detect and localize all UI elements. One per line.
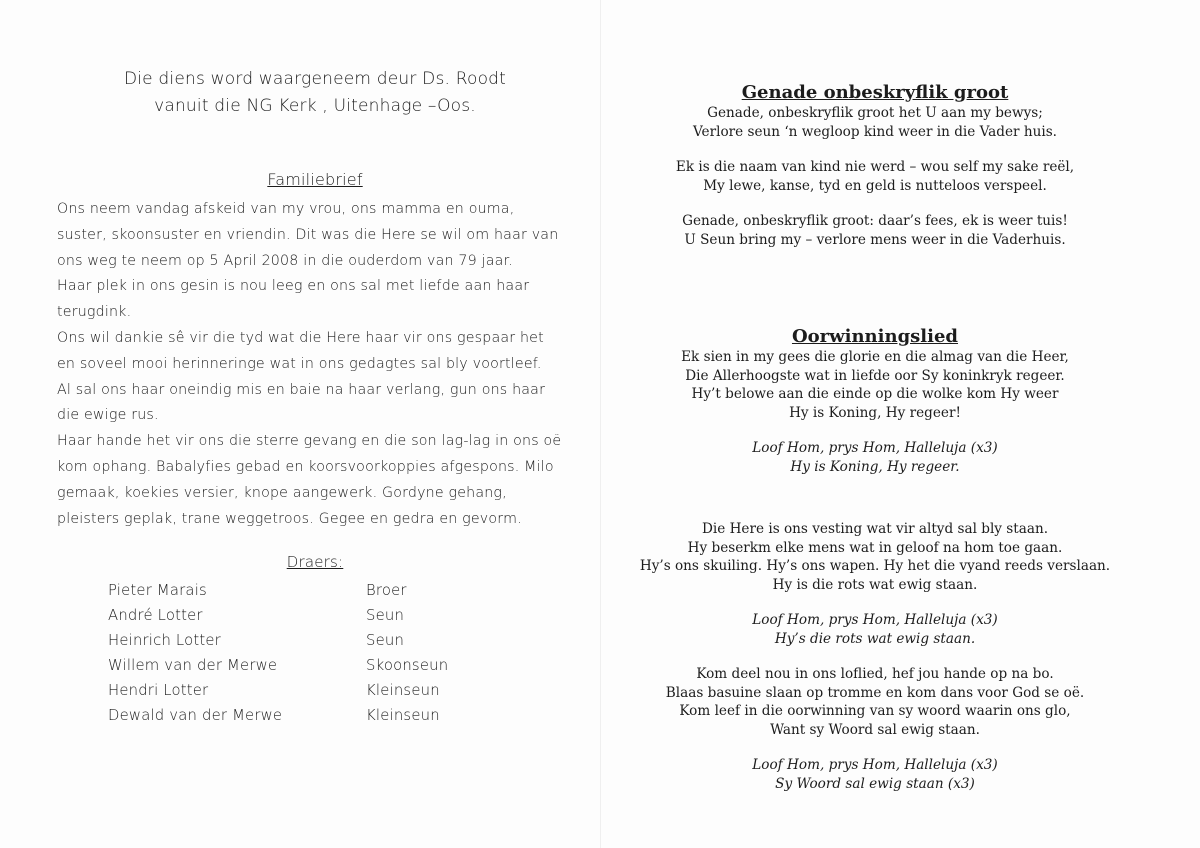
bearer-relation: Seun	[366, 632, 405, 649]
hymn-line: My lewe, kanse, tyd en geld is nutteloos verspeel.	[703, 177, 1047, 194]
hymn-chorus	[625, 611, 1125, 648]
officiant-notice	[100, 66, 530, 120]
hymn-line: Ek is die naam van kind nie werd – wou self my sake reël,	[675, 159, 1075, 175]
hymn-chorus	[625, 439, 1125, 476]
chorus-line: Hy’s die rots wat ewig staan.	[774, 630, 976, 647]
bearer-relation: Seun	[366, 607, 405, 624]
letter-paragraph: Haar plek in ons gesin is nou leeg en ons sal met liefde aan haar terugdink.	[57, 278, 530, 321]
page-fold	[600, 0, 601, 848]
hymn-line: Hy is die rots wat ewig staan.	[772, 576, 978, 593]
bearer-name: Pieter Marais	[108, 582, 207, 599]
bearer-name: Heinrich Lotter	[108, 632, 221, 649]
hymn-chorus	[625, 756, 1125, 793]
hymn-line: Die Here is ons vesting wat vir altyd sal bly staan.	[701, 521, 1049, 537]
chorus-line: Sy Woord sal ewig staan (x3)	[775, 775, 975, 792]
letter-paragraph: Al sal ons haar oneindig mis en baie na haar verlang, gun ons haar die ewige rus.	[57, 381, 546, 424]
bearer-relation: Kleinseun	[366, 707, 440, 724]
bearer-name: Dewald van der Merwe	[108, 707, 283, 724]
hymn-line: Kom leef in die oorwinning van sy woord waarin ons glo,	[679, 703, 1071, 719]
bearer-relation: Broer	[366, 582, 407, 599]
bearers-list	[108, 578, 468, 728]
hymn-line: Kom deel nou in ons loflied, hef jou hande op na bo.	[696, 666, 1054, 682]
officiant-line: vanuit die NG Kerk , Uitenhage –Oos.	[154, 96, 476, 116]
hymn-line: Hy’s ons skuiling. Hy’s ons wapen. Hy het die vyand reeds verslaan.	[639, 558, 1111, 574]
hymn-line: Genade, onbeskryflik groot: daar’s fees, ek is weer tuis!	[682, 213, 1068, 229]
hymn-title: Genade onbeskryflik groot	[741, 82, 1009, 103]
hymn-line: Hy’t belowe aan die einde op die wolke kom Hy weer	[691, 386, 1059, 402]
bearer-row	[108, 678, 468, 703]
hymn-line: Verlore seun ‘n wegloop kind weer in die Vader huis.	[692, 123, 1058, 140]
bearer-row	[108, 603, 468, 628]
hymn-stanza	[625, 212, 1125, 249]
bearer-name: Willem van der Merwe	[108, 657, 278, 674]
family-letter	[57, 197, 562, 532]
hymn-line: U Seun bring my – verlore mens weer in die Vaderhuis.	[684, 231, 1066, 248]
hymn-line: Genade, onbeskryflik groot het U aan my bewys;	[707, 105, 1043, 121]
hymn-line: Hy beserkm elke mens wat in geloof na hom toe gaan.	[687, 539, 1063, 556]
bearer-row	[108, 578, 468, 603]
hymn-line: Ek sien in my gees die glorie en die almag van die Heer,	[681, 349, 1069, 365]
hymn-stanza	[625, 104, 1125, 141]
hymn-line: Hy is Koning, Hy regeer!	[789, 404, 961, 421]
officiant-line: Die diens word waargeneem deur Ds. Roodt	[123, 69, 507, 89]
hymn-stanza	[625, 665, 1125, 739]
bearer-relation: Kleinseun	[366, 682, 440, 699]
bearer-name: Hendri Lotter	[108, 682, 209, 699]
hymn-oorwinningslied	[625, 326, 1125, 810]
letter-paragraph: Haar hande het vir ons die sterre gevang en die son lag-lag in ons oë kom ophang. Babalyfies gebad en koorsvoorkoppies afgespons. Milo gemaak, koekies versier, knope aangewerk. Gordyne gehang, pleisters geplak, trane weggetroos. Gegee en gedra en gevorm.	[57, 433, 562, 527]
bearer-relation: Skoonseun	[366, 657, 449, 674]
bearer-row	[108, 703, 468, 728]
chorus-line: Loof Hom, prys Hom, Halleluja (x3)	[752, 612, 998, 628]
bearer-row	[108, 653, 468, 678]
bearers-title: Draers:	[286, 553, 344, 571]
hymn-line: Blaas basuine slaan op tromme en kom dans voor God se oë.	[665, 684, 1085, 701]
hymn-line: Die Allerhoogste wat in liefde oor Sy koninkryk regeer.	[685, 367, 1065, 384]
family-letter-title: Familiebrief	[267, 170, 363, 189]
hymn-genade	[625, 82, 1125, 266]
hymn-title: Oorwinningslied	[791, 326, 959, 347]
bearer-row	[108, 628, 468, 653]
chorus-line: Loof Hom, prys Hom, Halleluja (x3)	[752, 757, 998, 773]
letter-paragraph: Ons neem vandag afskeid van my vrou, ons mamma en ouma, suster, skoonsuster en vriendin. Dit was die Here se wil om haar van ons weg te neem op 5 April 2008 in die ouderdom van 79 jaar.	[57, 201, 559, 269]
hymn-stanza	[625, 158, 1125, 195]
hymn-stanza	[625, 520, 1125, 594]
letter-paragraph: Ons wil dankie sê vir die tyd wat die Here haar vir ons gespaar het en soveel mooi herinneringe wat in ons gedagtes sal bly voortleef.	[57, 329, 544, 372]
hymn-stanza	[625, 348, 1125, 422]
chorus-line: Hy is Koning, Hy regeer.	[790, 458, 960, 475]
bearer-name: André Lotter	[108, 607, 203, 624]
hymn-line: Want sy Woord sal ewig staan.	[770, 721, 980, 738]
chorus-line: Loof Hom, prys Hom, Halleluja (x3)	[752, 440, 998, 456]
